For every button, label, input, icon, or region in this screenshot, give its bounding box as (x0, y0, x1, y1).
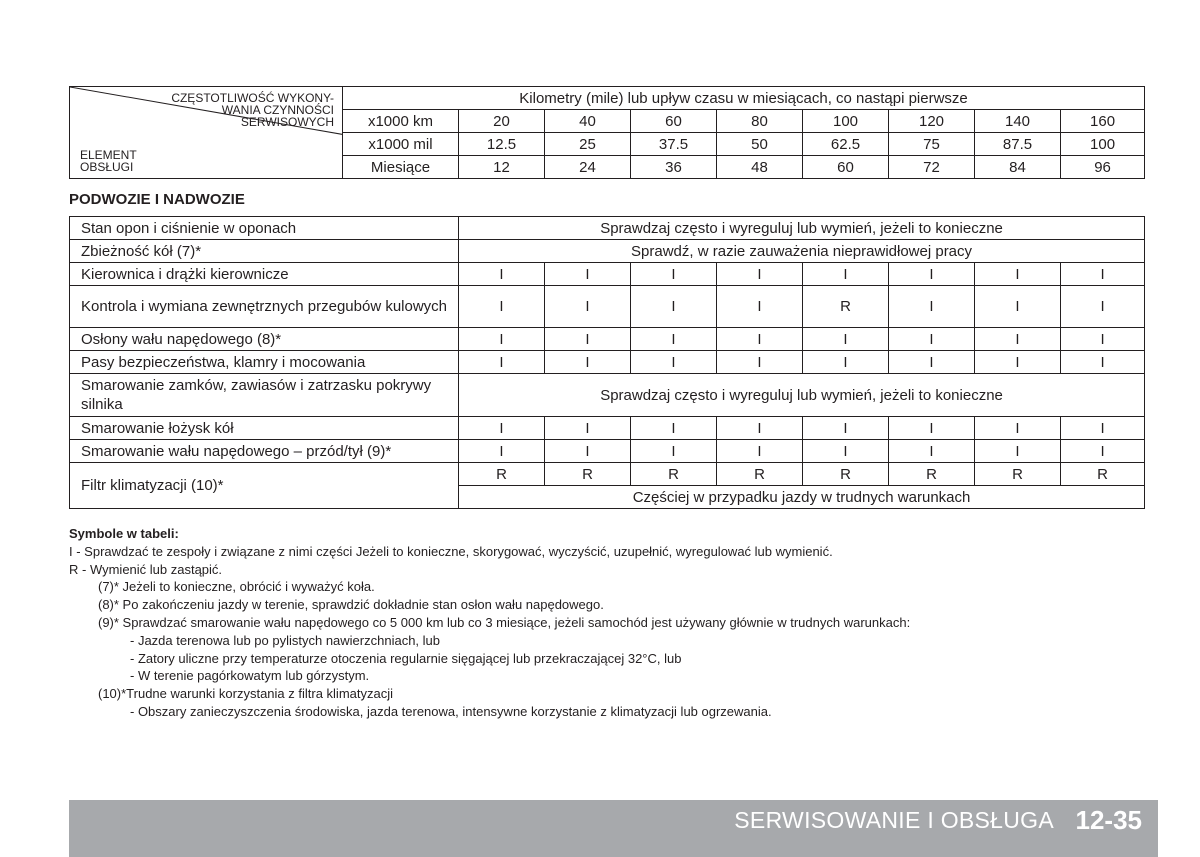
interval-header-table (69, 86, 1145, 179)
maintenance-symbol: R (975, 463, 1061, 486)
page-footer (69, 800, 1158, 857)
interval-value: 96 (1061, 156, 1145, 179)
interval-value: 72 (889, 156, 975, 179)
maintenance-symbol: R (631, 463, 717, 486)
interval-value: 12.5 (459, 133, 545, 156)
maintenance-item-label: Pasy bezpieczeństwa, klamry i mocowania (70, 351, 459, 374)
maintenance-symbol: I (889, 263, 975, 286)
maintenance-symbol: R (803, 286, 889, 328)
maintenance-symbol: R (803, 463, 889, 486)
maintenance-symbol: I (459, 263, 545, 286)
interval-value: 87.5 (975, 133, 1061, 156)
maintenance-item-label: Zbieżność kół (7)* (70, 240, 459, 263)
maintenance-symbol: I (1061, 351, 1145, 374)
row-label: x1000 km (343, 110, 459, 133)
legend-line: R - Wymienić lub zastąpić. (69, 561, 223, 577)
interval-value: 50 (717, 133, 803, 156)
maintenance-instruction: Sprawdzaj często i wyreguluj lub wymień, jeżeli to konieczne (459, 217, 1145, 240)
maintenance-symbol: I (889, 286, 975, 328)
interval-value: 62.5 (803, 133, 889, 156)
maintenance-row (70, 351, 1145, 374)
maintenance-table (69, 216, 1145, 509)
maintenance-symbol: I (631, 328, 717, 351)
legend-line: - W terenie pagórkowatym lub górzystym. (130, 668, 370, 684)
maintenance-symbol: I (717, 417, 803, 440)
row-label: Miesiące (343, 156, 459, 179)
interval-value: 75 (889, 133, 975, 156)
maintenance-symbol: I (975, 263, 1061, 286)
interval-value: 12 (459, 156, 545, 179)
maintenance-symbol: I (803, 417, 889, 440)
maintenance-symbol: I (1061, 263, 1145, 286)
legend-line: (7)* Jeżeli to konieczne, obrócić i wyważyć koła. (98, 579, 375, 595)
maintenance-symbol: R (1061, 463, 1145, 486)
maintenance-symbol: I (459, 286, 545, 328)
filter-row (70, 463, 1145, 486)
maintenance-item-label: Kierownica i drążki kierownicze (70, 263, 459, 286)
legend-title: Symbole w tabeli: (69, 526, 179, 541)
maintenance-symbol: I (717, 263, 803, 286)
maintenance-symbol: I (717, 328, 803, 351)
maintenance-symbol: I (803, 263, 889, 286)
interval-value: 84 (975, 156, 1061, 179)
maintenance-row (70, 440, 1145, 463)
legend (69, 525, 1149, 721)
filter-note: Częściej w przypadku jazdy w trudnych warunkach (459, 486, 1145, 509)
maintenance-symbol: I (631, 263, 717, 286)
maintenance-symbol: I (1061, 440, 1145, 463)
maintenance-symbol: I (459, 440, 545, 463)
maintenance-symbol: I (889, 440, 975, 463)
maintenance-symbol: I (717, 351, 803, 374)
maintenance-symbol: R (889, 463, 975, 486)
legend-line: - Jazda terenowa lub po pylistych nawierzchniach, lub (130, 632, 441, 648)
maintenance-instruction: Sprawdź, w razie zauważenia nieprawidłowej pracy (459, 240, 1145, 263)
maintenance-item-label: Filtr klimatyzacji (10)* (70, 463, 459, 509)
maintenance-row (70, 286, 1145, 328)
interval-value: 36 (631, 156, 717, 179)
maintenance-symbol: I (545, 440, 631, 463)
maintenance-symbol: I (975, 328, 1061, 351)
legend-line: (10)*Trudne warunki korzystania z filtra klimatyzacji (98, 686, 394, 702)
interval-value: 37.5 (631, 133, 717, 156)
maintenance-symbol: R (717, 463, 803, 486)
maintenance-symbol: I (889, 351, 975, 374)
legend-line: (8)* Po zakończeniu jazdy w terenie, sprawdzić dokładnie stan osłon wału napędowego. (98, 597, 604, 613)
interval-value: 25 (545, 133, 631, 156)
page-number: 12-35 (1075, 805, 1142, 835)
maintenance-symbol: I (717, 286, 803, 328)
section-title: PODWOZIE I NADWOZIE (69, 191, 245, 208)
interval-value: 100 (1061, 133, 1145, 156)
maintenance-symbol: R (545, 463, 631, 486)
maintenance-symbol: I (975, 440, 1061, 463)
interval-value: 160 (1061, 110, 1145, 133)
maintenance-symbol: I (889, 417, 975, 440)
maintenance-row (70, 374, 1145, 417)
maintenance-symbol: I (459, 328, 545, 351)
interval-value: 60 (803, 156, 889, 179)
interval-value: 100 (803, 110, 889, 133)
interval-span-title: Kilometry (mile) lub upływ czasu w miesiącach, co nastąpi pierwsze (343, 87, 1145, 110)
interval-value: 140 (975, 110, 1061, 133)
maintenance-instruction: Sprawdzaj często i wyreguluj lub wymień, jeżeli to konieczne (459, 374, 1145, 417)
maintenance-item-label: Smarowanie łożysk kół (70, 417, 459, 440)
maintenance-symbol: I (803, 351, 889, 374)
interval-value: 60 (631, 110, 717, 133)
maintenance-row (70, 240, 1145, 263)
maintenance-symbol: I (545, 263, 631, 286)
interval-value: 48 (717, 156, 803, 179)
maintenance-row (70, 417, 1145, 440)
maintenance-symbol: I (803, 440, 889, 463)
maintenance-item-label: Smarowanie zamków, zawiasów i zatrzasku pokrywy silnika (70, 374, 459, 417)
maintenance-symbol: I (631, 351, 717, 374)
maintenance-symbol: I (975, 417, 1061, 440)
interval-value: 120 (889, 110, 975, 133)
service-element-label: ELEMENT OBSŁUGI (80, 148, 137, 174)
chapter-title: SERWISOWANIE I OBSŁUGA (734, 807, 1054, 833)
legend-line: I - Sprawdzać te zespoły i związane z nimi części Jeżeli to konieczne, skorygować, wyczyścić, uzupełnić, wyregulować lub wymienić. (69, 543, 833, 559)
maintenance-symbol: I (1061, 328, 1145, 351)
legend-line: - Obszary zanieczyszczenia środowiska, jazda terenowa, intensywne korzystanie z klimatyzacji lub ogrzewania. (130, 703, 772, 719)
maintenance-item-label: Osłony wału napędowego (8)* (70, 328, 459, 351)
maintenance-symbol: I (889, 328, 975, 351)
maintenance-symbol: I (545, 286, 631, 328)
maintenance-symbol: I (631, 417, 717, 440)
maintenance-symbol: I (459, 351, 545, 374)
maintenance-symbol: I (975, 351, 1061, 374)
maintenance-row (70, 328, 1145, 351)
maintenance-symbol: I (631, 440, 717, 463)
maintenance-symbol: I (1061, 417, 1145, 440)
interval-value: 80 (717, 110, 803, 133)
maintenance-symbol: I (631, 286, 717, 328)
maintenance-row (70, 263, 1145, 286)
legend-line: - Zatory uliczne przy temperaturze otoczenia regularnie sięgającej lub przekraczającej 32°C, lub (130, 650, 682, 666)
maintenance-item-label: Kontrola i wymiana zewnętrznych przegubów kulowych (70, 286, 459, 328)
maintenance-symbol: I (545, 328, 631, 351)
header-diagonal-cell (70, 87, 343, 179)
service-frequency-label: CZĘSTOTLIWOŚĆ WYKONY- WANIA CZYNNOŚCI SERWISOWYCH (171, 91, 334, 129)
maintenance-symbol: I (459, 417, 545, 440)
interval-value: 40 (545, 110, 631, 133)
maintenance-symbol: R (459, 463, 545, 486)
maintenance-symbol: I (545, 417, 631, 440)
maintenance-item-label: Stan opon i ciśnienie w oponach (70, 217, 459, 240)
maintenance-symbol: I (545, 351, 631, 374)
interval-value: 24 (545, 156, 631, 179)
maintenance-symbol: I (1061, 286, 1145, 328)
maintenance-symbol: I (975, 286, 1061, 328)
legend-line: (9)* Sprawdzać smarowanie wału napędowego co 5 000 km lub co 3 miesiące, jeżeli samochód jest używany głównie w trudnych warunkach: (98, 614, 911, 630)
maintenance-symbol: I (803, 328, 889, 351)
row-label: x1000 mil (343, 133, 459, 156)
maintenance-item-label: Smarowanie wału napędowego – przód/tył (9)* (70, 440, 459, 463)
maintenance-row (70, 217, 1145, 240)
interval-value: 20 (459, 110, 545, 133)
maintenance-symbol: I (717, 440, 803, 463)
